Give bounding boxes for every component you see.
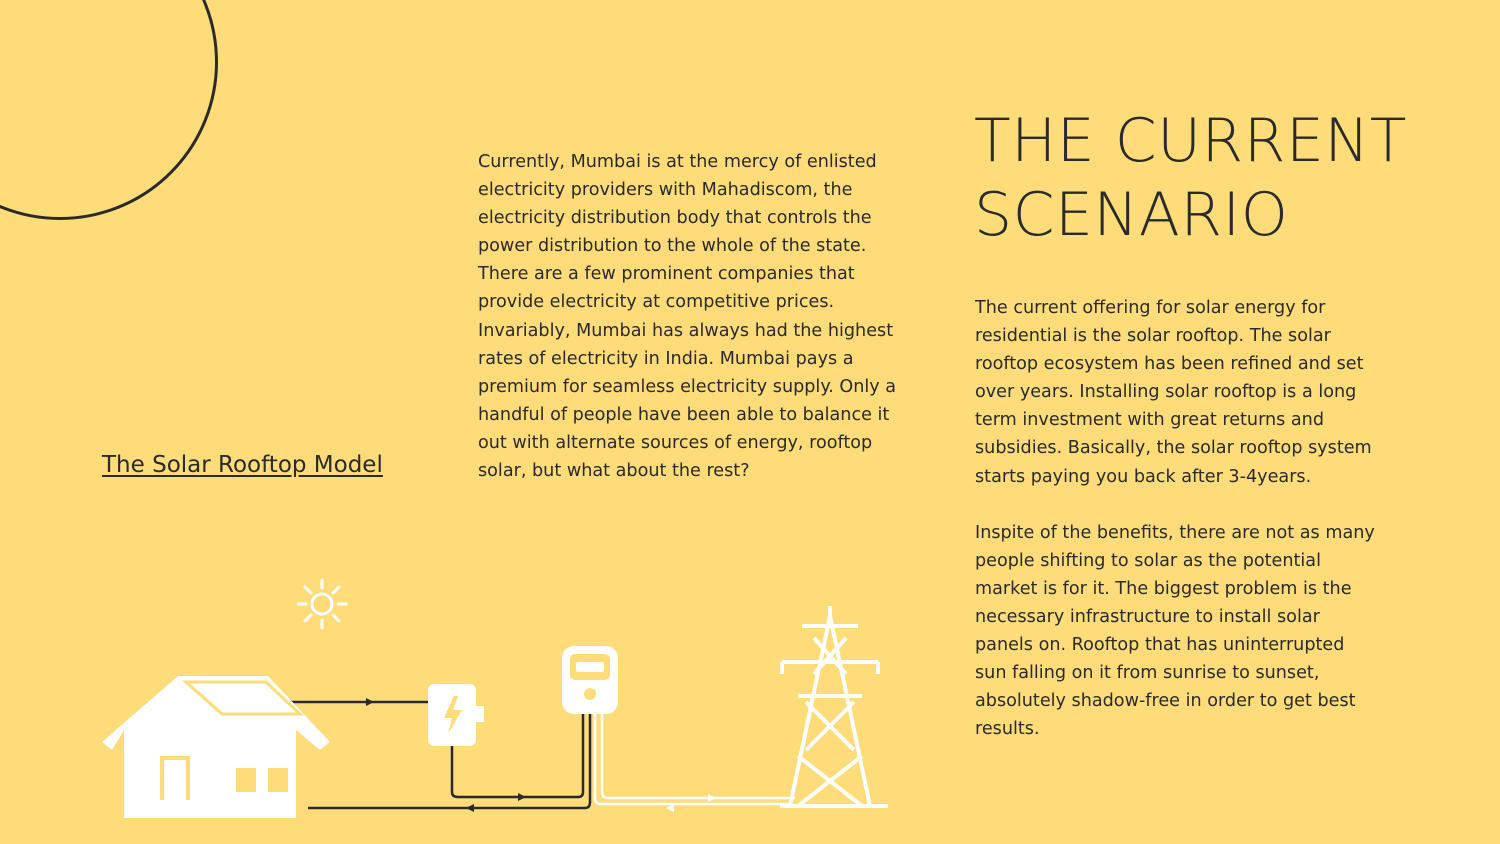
transmission-tower-icon — [780, 606, 888, 806]
page-title: THE CURRENT SCENARIO — [974, 106, 1407, 250]
decorative-circle — [0, 0, 218, 220]
scenario-text — [975, 294, 1375, 772]
house-icon — [102, 676, 330, 818]
white-wires — [595, 710, 795, 804]
meter-icon — [562, 646, 618, 714]
mumbai-paragraph: Currently, Mumbai is at the mercy of enlisted electricity providers with Mahadiscom, the electricity distribution body that controls the power distribution to the whole of the state. There are a few prominent companies that provide electricity at competitive prices. Invariably, Mumbai has always had the highest rates of electricity in India. Mumbai pays a premium for seamless electricity supply. Only a handful of people have been able to balance it out with alternate sources of energy, rooftop solar, but what about the rest? — [478, 152, 897, 482]
solar-system-diagram — [90, 570, 910, 830]
sun-icon — [298, 580, 346, 628]
inverter-icon — [428, 684, 484, 746]
dark-wires — [265, 702, 590, 808]
scenario-paragraph-2: Inspite of the benefits, there are not as many people shifting to solar as the potential market is for it. The biggest problem is the necessary infrastructure to install solar panels on. Rooftop that has uninterrupted sun falling on it from sunrise to sunset, absolutely shadow-free in order to get best results. — [975, 522, 1375, 740]
scenario-paragraph-1: The current offering for solar energy for residential is the solar rooftop. The solar rooftop ecosystem has been refined and set over years. Installing solar rooftop is a long term investment with great returns and subsidies. Basically, the solar rooftop system starts paying you back after 3-4years. — [975, 298, 1372, 487]
solar-rooftop-model-link[interactable]: The Solar Rooftop Model — [102, 452, 383, 478]
